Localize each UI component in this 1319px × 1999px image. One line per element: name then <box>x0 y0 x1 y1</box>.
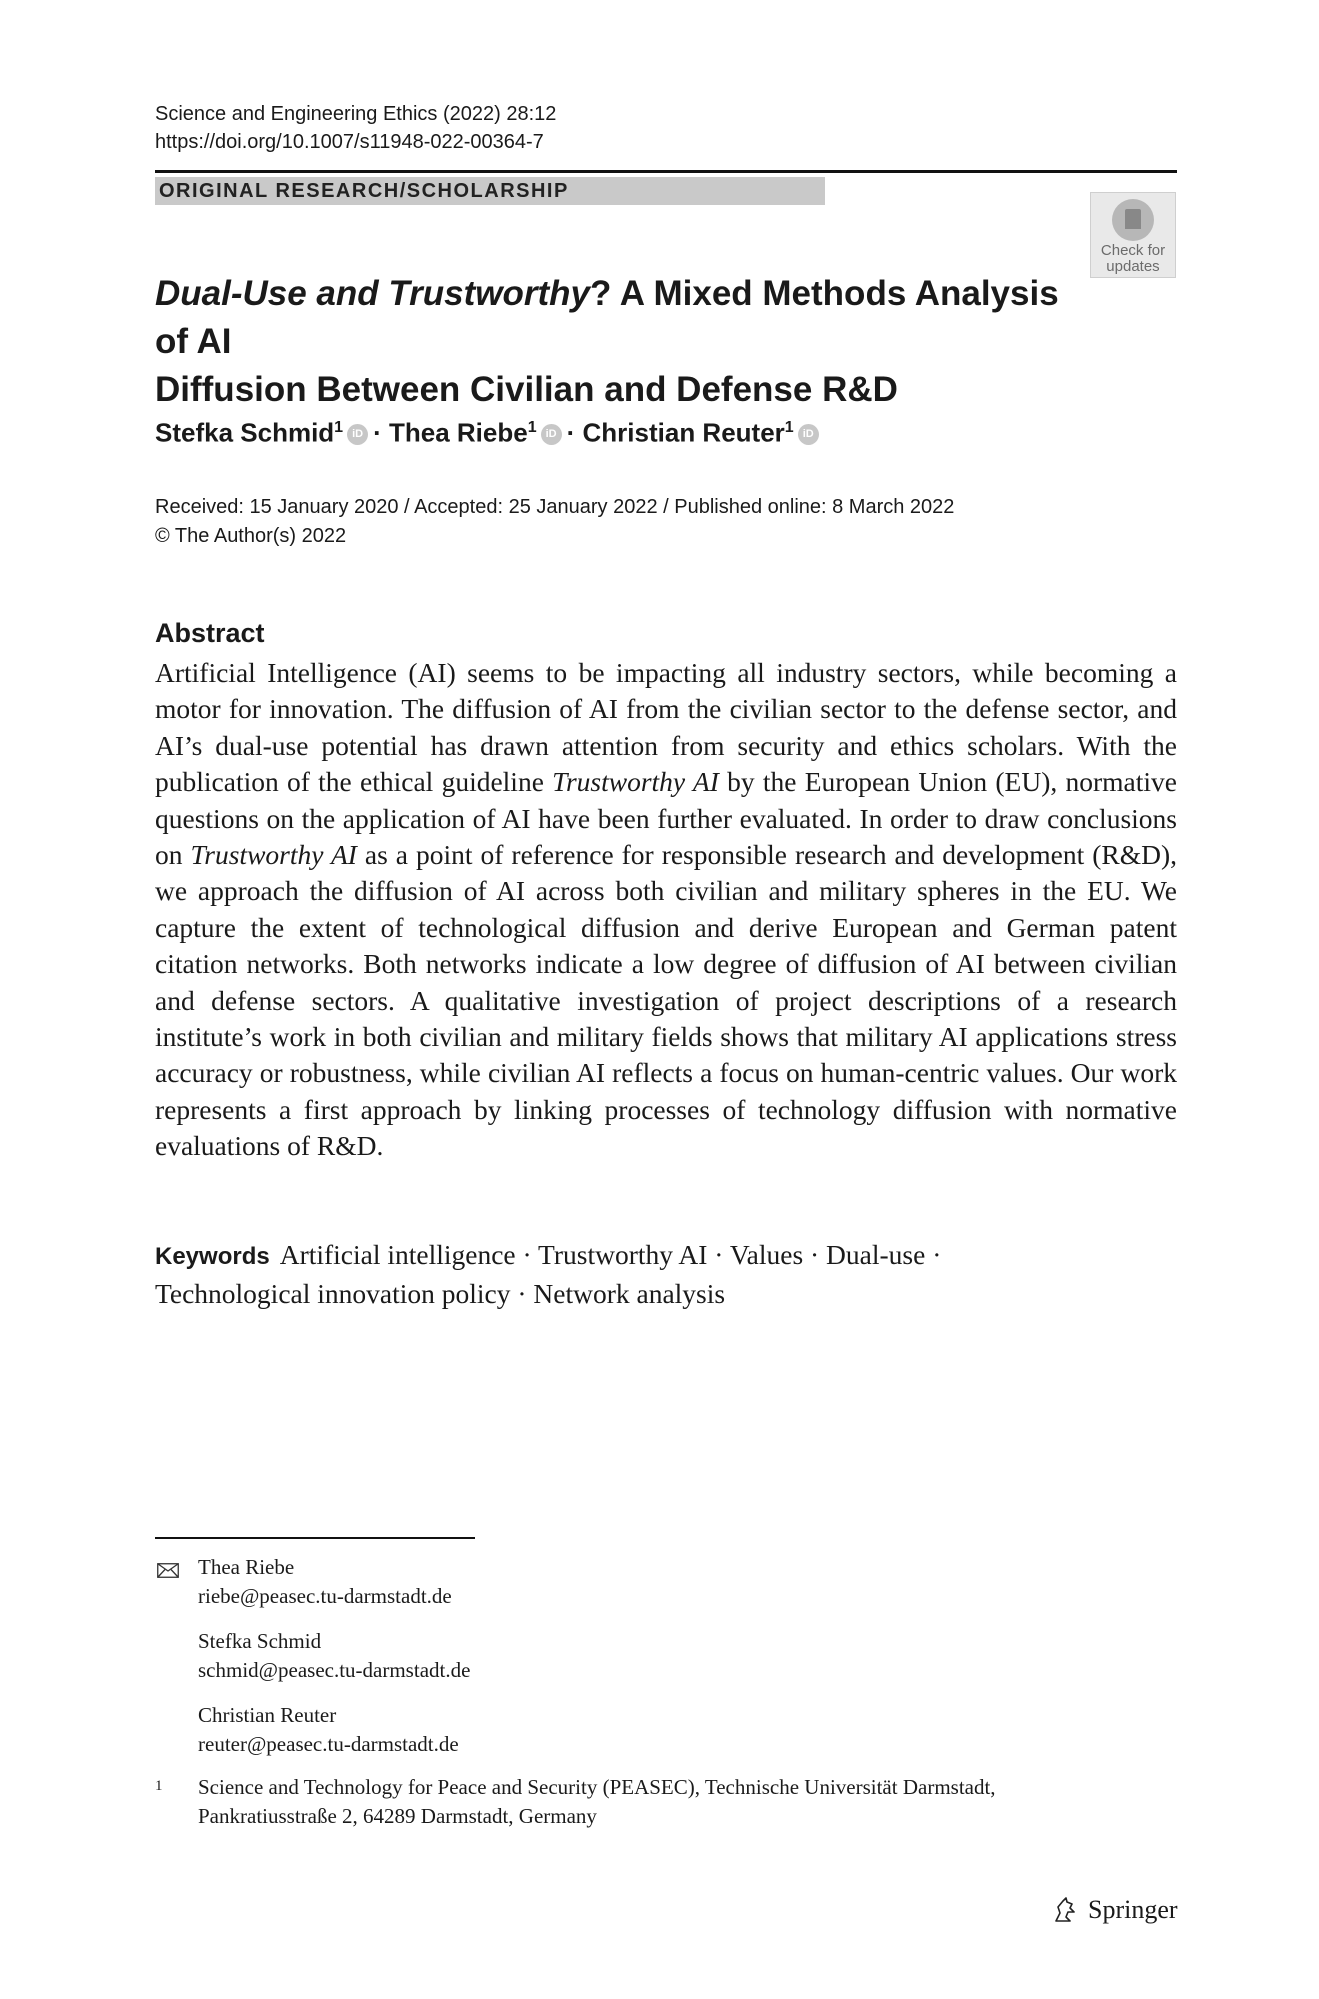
contact-entry <box>198 1701 459 1759</box>
section-label: ORIGINAL RESEARCH/SCHOLARSHIP <box>155 177 825 205</box>
crossmark-line1: Check for <box>1100 242 1166 259</box>
crossmark-line2: updates <box>1106 258 1160 275</box>
abstract-part: Artificial Intelligence (AI) seems to be impacting all industry sectors, while becoming a motor for innovation. The diffusion of AI from the civilian sector to the defense sector, and AI’s dual-use potential has drawn attention from security and ethics scholars. With the publication of the ethical guideline <box>155 657 1177 798</box>
crossmark-badge[interactable] <box>1090 192 1176 278</box>
abstract-text <box>155 655 1177 1165</box>
contact-entry <box>198 1627 470 1685</box>
copyright-line: © The Author(s) 2022 <box>155 525 347 547</box>
contact-entry <box>198 1553 452 1611</box>
author-affil-sup: 1 <box>334 419 344 436</box>
orcid-icon[interactable]: iD <box>541 424 562 445</box>
publisher-logo <box>1050 1895 1178 1925</box>
crossmark-icon <box>1112 199 1154 241</box>
envelope-icon <box>157 1563 179 1578</box>
contact-name: Thea Riebe <box>198 1555 295 1579</box>
journal-info <box>155 100 556 156</box>
author-affil-sup: 1 <box>527 419 537 436</box>
publication-dates <box>155 493 954 551</box>
footnote-rule <box>155 1537 475 1539</box>
contact-name: Christian Reuter <box>198 1703 337 1727</box>
contact-email[interactable]: schmid@peasec.tu-darmstadt.de <box>198 1658 471 1682</box>
affiliation-line1: Science and Technology for Peace and Security (PEASEC), Technische Universität Darmstadt, <box>198 1775 996 1799</box>
header-rule <box>155 170 1177 173</box>
paper-title <box>155 270 1085 414</box>
date-history: Received: 15 January 2020 / Accepted: 25 January 2022 / Published online: 8 March 2022 <box>155 496 955 518</box>
keywords-line1: Artificial intelligence · Trustworthy AI · Values · Dual-use · <box>279 1239 942 1270</box>
abstract-part: by the European Union (EU), normative questions on the application of AI have been further evaluated. In order to draw conclusions on <box>155 766 1177 871</box>
contact-email[interactable]: riebe@peasec.tu-darmstadt.de <box>198 1584 452 1608</box>
keywords <box>155 1236 1177 1312</box>
abstract-heading: Abstract <box>155 618 265 648</box>
title-line1-rest: ? A Mixed Methods Analysis of AI <box>155 274 1059 361</box>
title-line2: Diffusion Between Civilian and Defense R&D <box>155 370 898 409</box>
author-name[interactable]: Stefka Schmid <box>155 417 335 448</box>
author-separator: · <box>373 417 382 448</box>
abstract-part: as a point of reference for responsible research and development (R&D), we approach the diffusion of AI across both civilian and military spheres in the EU. We capture the extent of technological diffusion and derive European and German patent citation networks. Both networks indicate a low degree of diffusion of AI between civilian and defense sectors. A qualitative investigation of project descriptions of a research institute’s work in both civilian and military fields shows that military AI applications stress accuracy or robustness, while civilian AI reflects a focus on human-centric values. Our work represents a first approach by linking processes of technology diffusion with normative evaluations of R&D. <box>155 839 1178 1162</box>
springer-horse-icon <box>1050 1895 1080 1925</box>
abstract-italic-term: Trustworthy AI <box>552 766 719 798</box>
journal-citation: Science and Engineering Ethics (2022) 28:12 <box>155 103 557 125</box>
title-italic-part: Dual-Use and Trustworthy <box>155 274 590 313</box>
doi-link[interactable]: https://doi.org/10.1007/s11948-022-00364-7 <box>155 131 544 153</box>
abstract-italic-term: Trustworthy AI <box>190 839 357 871</box>
author-separator: · <box>566 417 576 448</box>
contact-email[interactable]: reuter@peasec.tu-darmstadt.de <box>198 1732 459 1756</box>
orcid-icon[interactable]: iD <box>798 424 819 445</box>
orcid-icon[interactable]: iD <box>347 424 368 445</box>
author-name[interactable]: Thea Riebe <box>388 417 528 448</box>
keywords-label: Keywords <box>155 1243 270 1270</box>
author-name[interactable]: Christian Reuter <box>582 417 785 448</box>
affiliation-number: 1 <box>155 1778 163 1794</box>
affiliation <box>198 1773 1158 1831</box>
publisher-name: Springer <box>1088 1895 1178 1924</box>
affiliation-line2: Pankratiusstraße 2, 64289 Darmstadt, Germany <box>198 1804 597 1828</box>
contact-name: Stefka Schmid <box>198 1629 322 1653</box>
author-list <box>155 410 824 451</box>
author-affil-sup: 1 <box>784 419 794 436</box>
keywords-line2: Technological innovation policy · Network analysis <box>155 1278 726 1309</box>
